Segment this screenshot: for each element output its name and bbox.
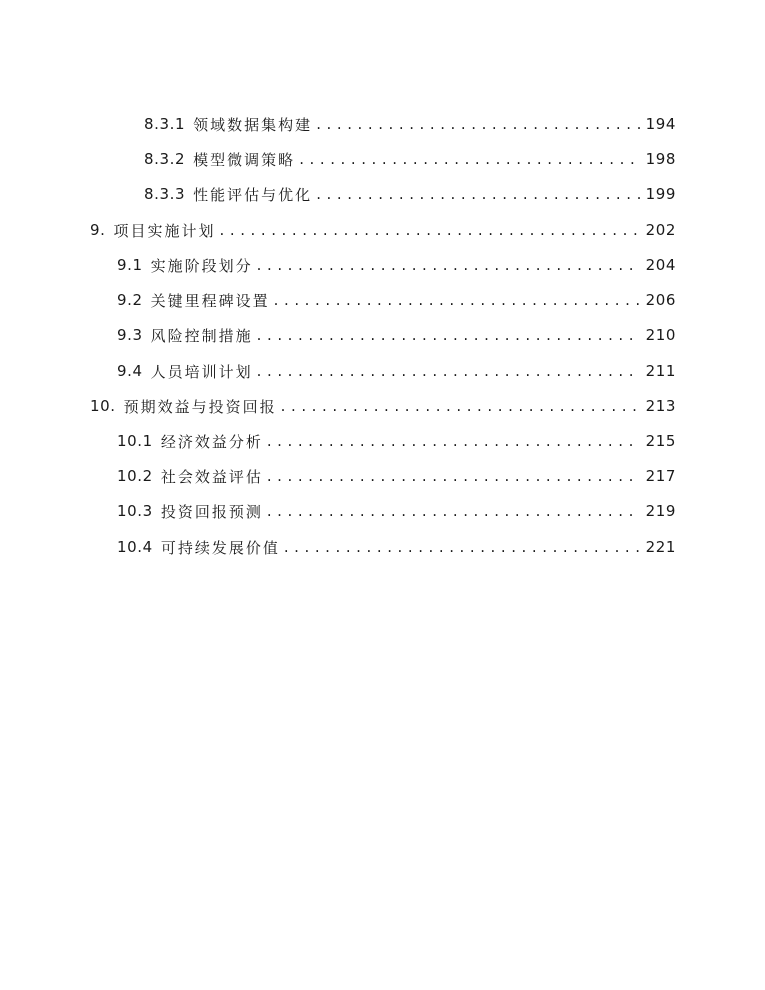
toc-entry-title: 项目实施计划 <box>113 221 216 240</box>
toc-entry-number: 9.2 <box>117 291 143 309</box>
toc-entry-number: 10.4 <box>117 538 153 556</box>
toc-entry-page: 199 <box>645 185 676 203</box>
toc-entry-number: 9. <box>90 221 106 239</box>
dot-leader <box>267 432 640 450</box>
toc-entry-number: 8.3.3 <box>144 185 186 203</box>
toc-entry-number: 9.4 <box>117 362 143 380</box>
toc-entry[interactable] <box>117 428 676 454</box>
dot-leader <box>257 326 640 344</box>
toc-entry-number: 10.2 <box>117 467 153 485</box>
toc-entry[interactable] <box>117 322 676 348</box>
toc-entry-page: 217 <box>645 467 676 485</box>
toc-entry-page: 219 <box>645 502 676 520</box>
toc-entry[interactable] <box>90 393 676 419</box>
toc-entry[interactable] <box>144 181 676 207</box>
toc-entry-title: 风险控制措施 <box>150 326 253 345</box>
dot-leader <box>257 256 640 274</box>
toc-entry[interactable] <box>117 498 676 524</box>
toc-entry-title: 社会效益评估 <box>160 467 263 486</box>
toc-entry-title: 实施阶段划分 <box>150 256 253 275</box>
toc-entry[interactable] <box>117 534 676 560</box>
toc-entry-title: 性能评估与优化 <box>193 185 313 204</box>
toc-entry-number: 8.3.2 <box>144 150 186 168</box>
dot-leader <box>316 115 639 133</box>
toc-entry-title: 可持续发展价值 <box>160 538 280 557</box>
toc-entry-title: 关键里程碑设置 <box>150 291 270 310</box>
dot-leader <box>267 502 640 520</box>
toc-entry-number: 10. <box>90 397 116 415</box>
dot-leader <box>257 362 640 380</box>
toc-entry-number: 8.3.1 <box>144 115 186 133</box>
toc-entry-page: 215 <box>645 432 676 450</box>
toc-entry-page: 221 <box>645 538 676 556</box>
toc-entry-title: 领域数据集构建 <box>193 115 313 134</box>
toc-entry-title: 人员培训计划 <box>150 362 253 381</box>
toc-entry[interactable] <box>144 146 676 172</box>
dot-leader <box>281 397 640 415</box>
toc-entry[interactable] <box>90 217 676 243</box>
dot-leader <box>274 291 640 309</box>
toc-entry-page: 211 <box>645 362 676 380</box>
dot-leader <box>316 185 639 203</box>
dot-leader <box>267 467 640 485</box>
toc-entry[interactable] <box>117 287 676 313</box>
toc-entry-page: 206 <box>645 291 676 309</box>
toc-entry[interactable] <box>144 111 676 137</box>
dot-leader <box>220 221 640 239</box>
toc-entry[interactable] <box>117 358 676 384</box>
toc-entry[interactable] <box>117 252 676 278</box>
toc-entry-page: 213 <box>645 397 676 415</box>
toc-entry-title: 经济效益分析 <box>160 432 263 451</box>
dot-leader <box>299 150 639 168</box>
toc-entry-title: 模型微调策略 <box>193 150 296 169</box>
toc-entry[interactable] <box>117 463 676 489</box>
toc-entry-number: 9.1 <box>117 256 143 274</box>
toc-entry-title: 投资回报预测 <box>160 502 263 521</box>
toc-entry-page: 194 <box>645 115 676 133</box>
toc-entry-title: 预期效益与投资回报 <box>123 397 277 416</box>
toc-entry-page: 198 <box>645 150 676 168</box>
toc-entry-number: 10.1 <box>117 432 153 450</box>
toc-entry-page: 204 <box>645 256 676 274</box>
toc-entry-number: 10.3 <box>117 502 153 520</box>
dot-leader <box>284 538 640 556</box>
toc-entry-page: 202 <box>645 221 676 239</box>
toc-entry-number: 9.3 <box>117 326 143 344</box>
toc-entry-page: 210 <box>645 326 676 344</box>
